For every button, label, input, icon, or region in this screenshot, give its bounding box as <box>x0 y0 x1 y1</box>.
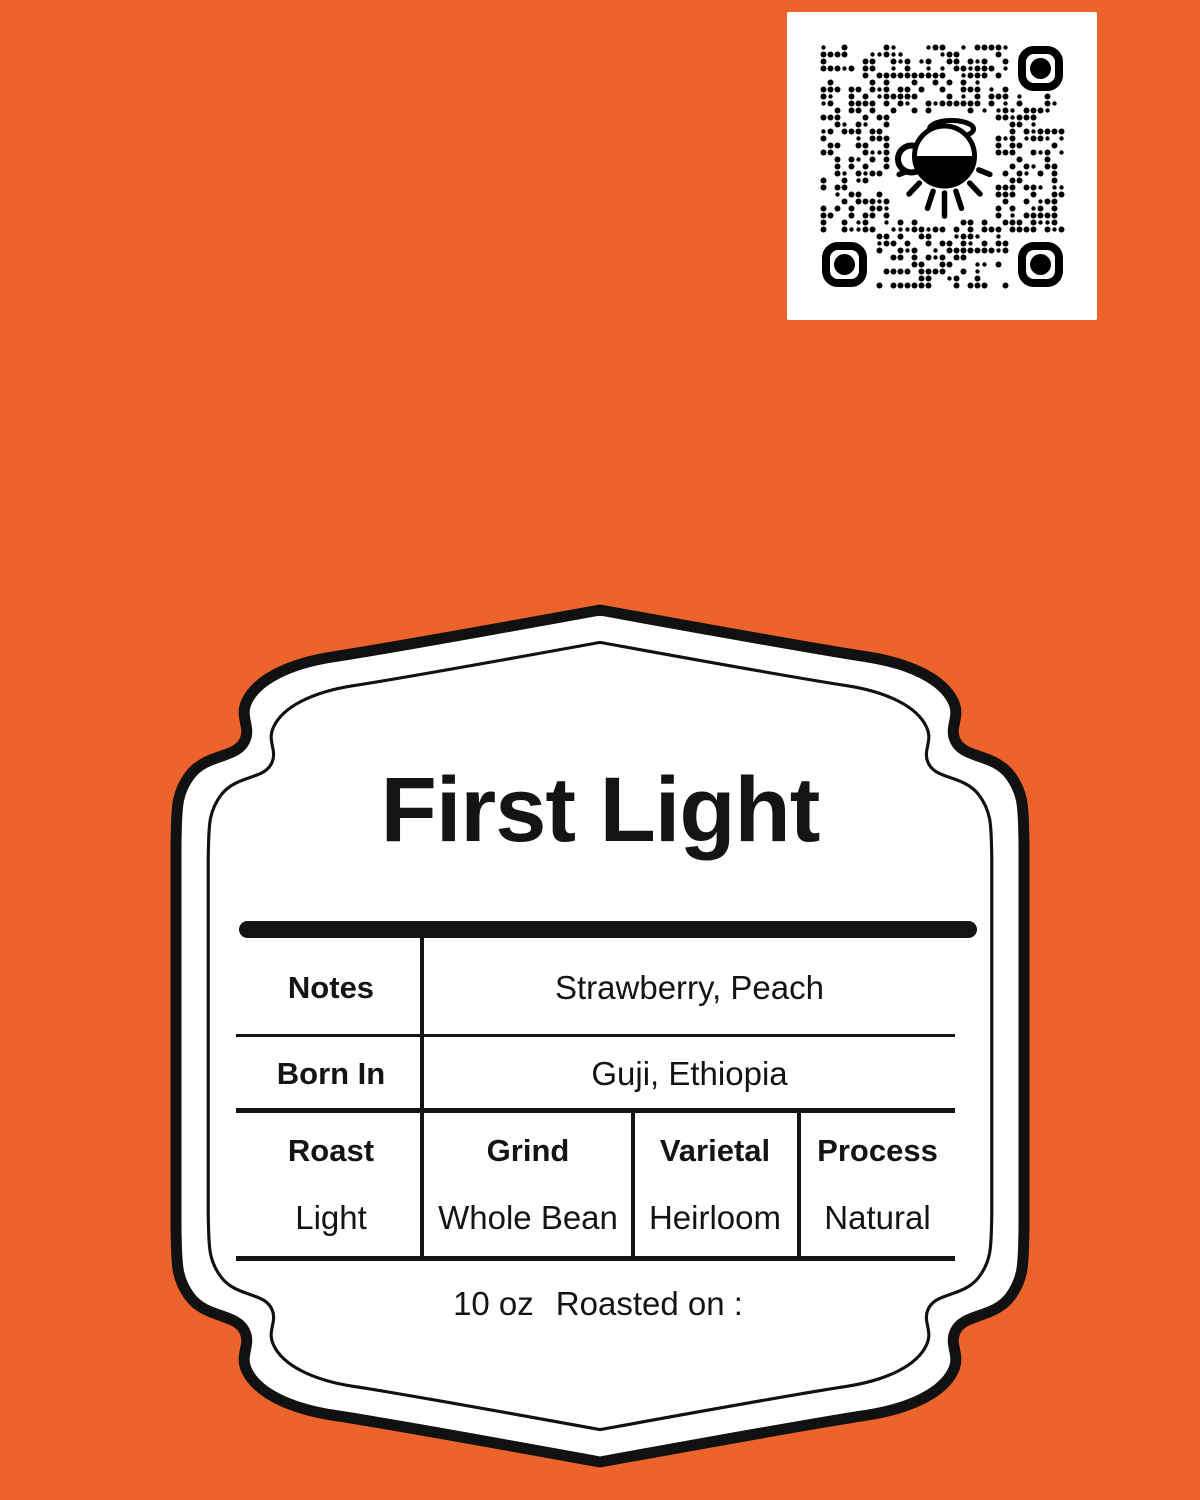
spec-varietal-header: Varietal <box>659 1133 771 1168</box>
spec-process-header: Process <box>817 1133 938 1168</box>
spec-process-value: Natural <box>824 1199 931 1236</box>
table-top-bar <box>239 921 977 938</box>
row-born-in-value: Guji, Ethiopia <box>591 1054 788 1092</box>
table-rule-under-born-in <box>236 1108 955 1113</box>
spec-grind <box>426 1116 630 1254</box>
table-rule-under-notes <box>236 1034 955 1037</box>
spec-process <box>800 1116 955 1254</box>
row-notes-value: Strawberry, Peach <box>555 968 824 1006</box>
roasted-on-label: Roasted on : <box>555 1285 743 1322</box>
spec-varietal <box>634 1116 796 1254</box>
spec-grind-value: Whole Bean <box>438 1199 618 1236</box>
row-born-in-header: Born In <box>276 1055 386 1091</box>
row-notes-header: Notes <box>287 969 375 1005</box>
table-rule-bottom <box>236 1256 955 1261</box>
label-title: First Light <box>380 758 820 861</box>
spec-varietal-value: Heirloom <box>648 1199 782 1236</box>
bag-size: 10 oz <box>453 1285 534 1322</box>
spec-grind-header: Grind <box>486 1133 570 1168</box>
spec-roast-value: Light <box>295 1199 367 1236</box>
spec-roast-header: Roast <box>287 1133 375 1168</box>
spec-roast <box>240 1116 422 1254</box>
label-footer <box>240 1272 956 1336</box>
